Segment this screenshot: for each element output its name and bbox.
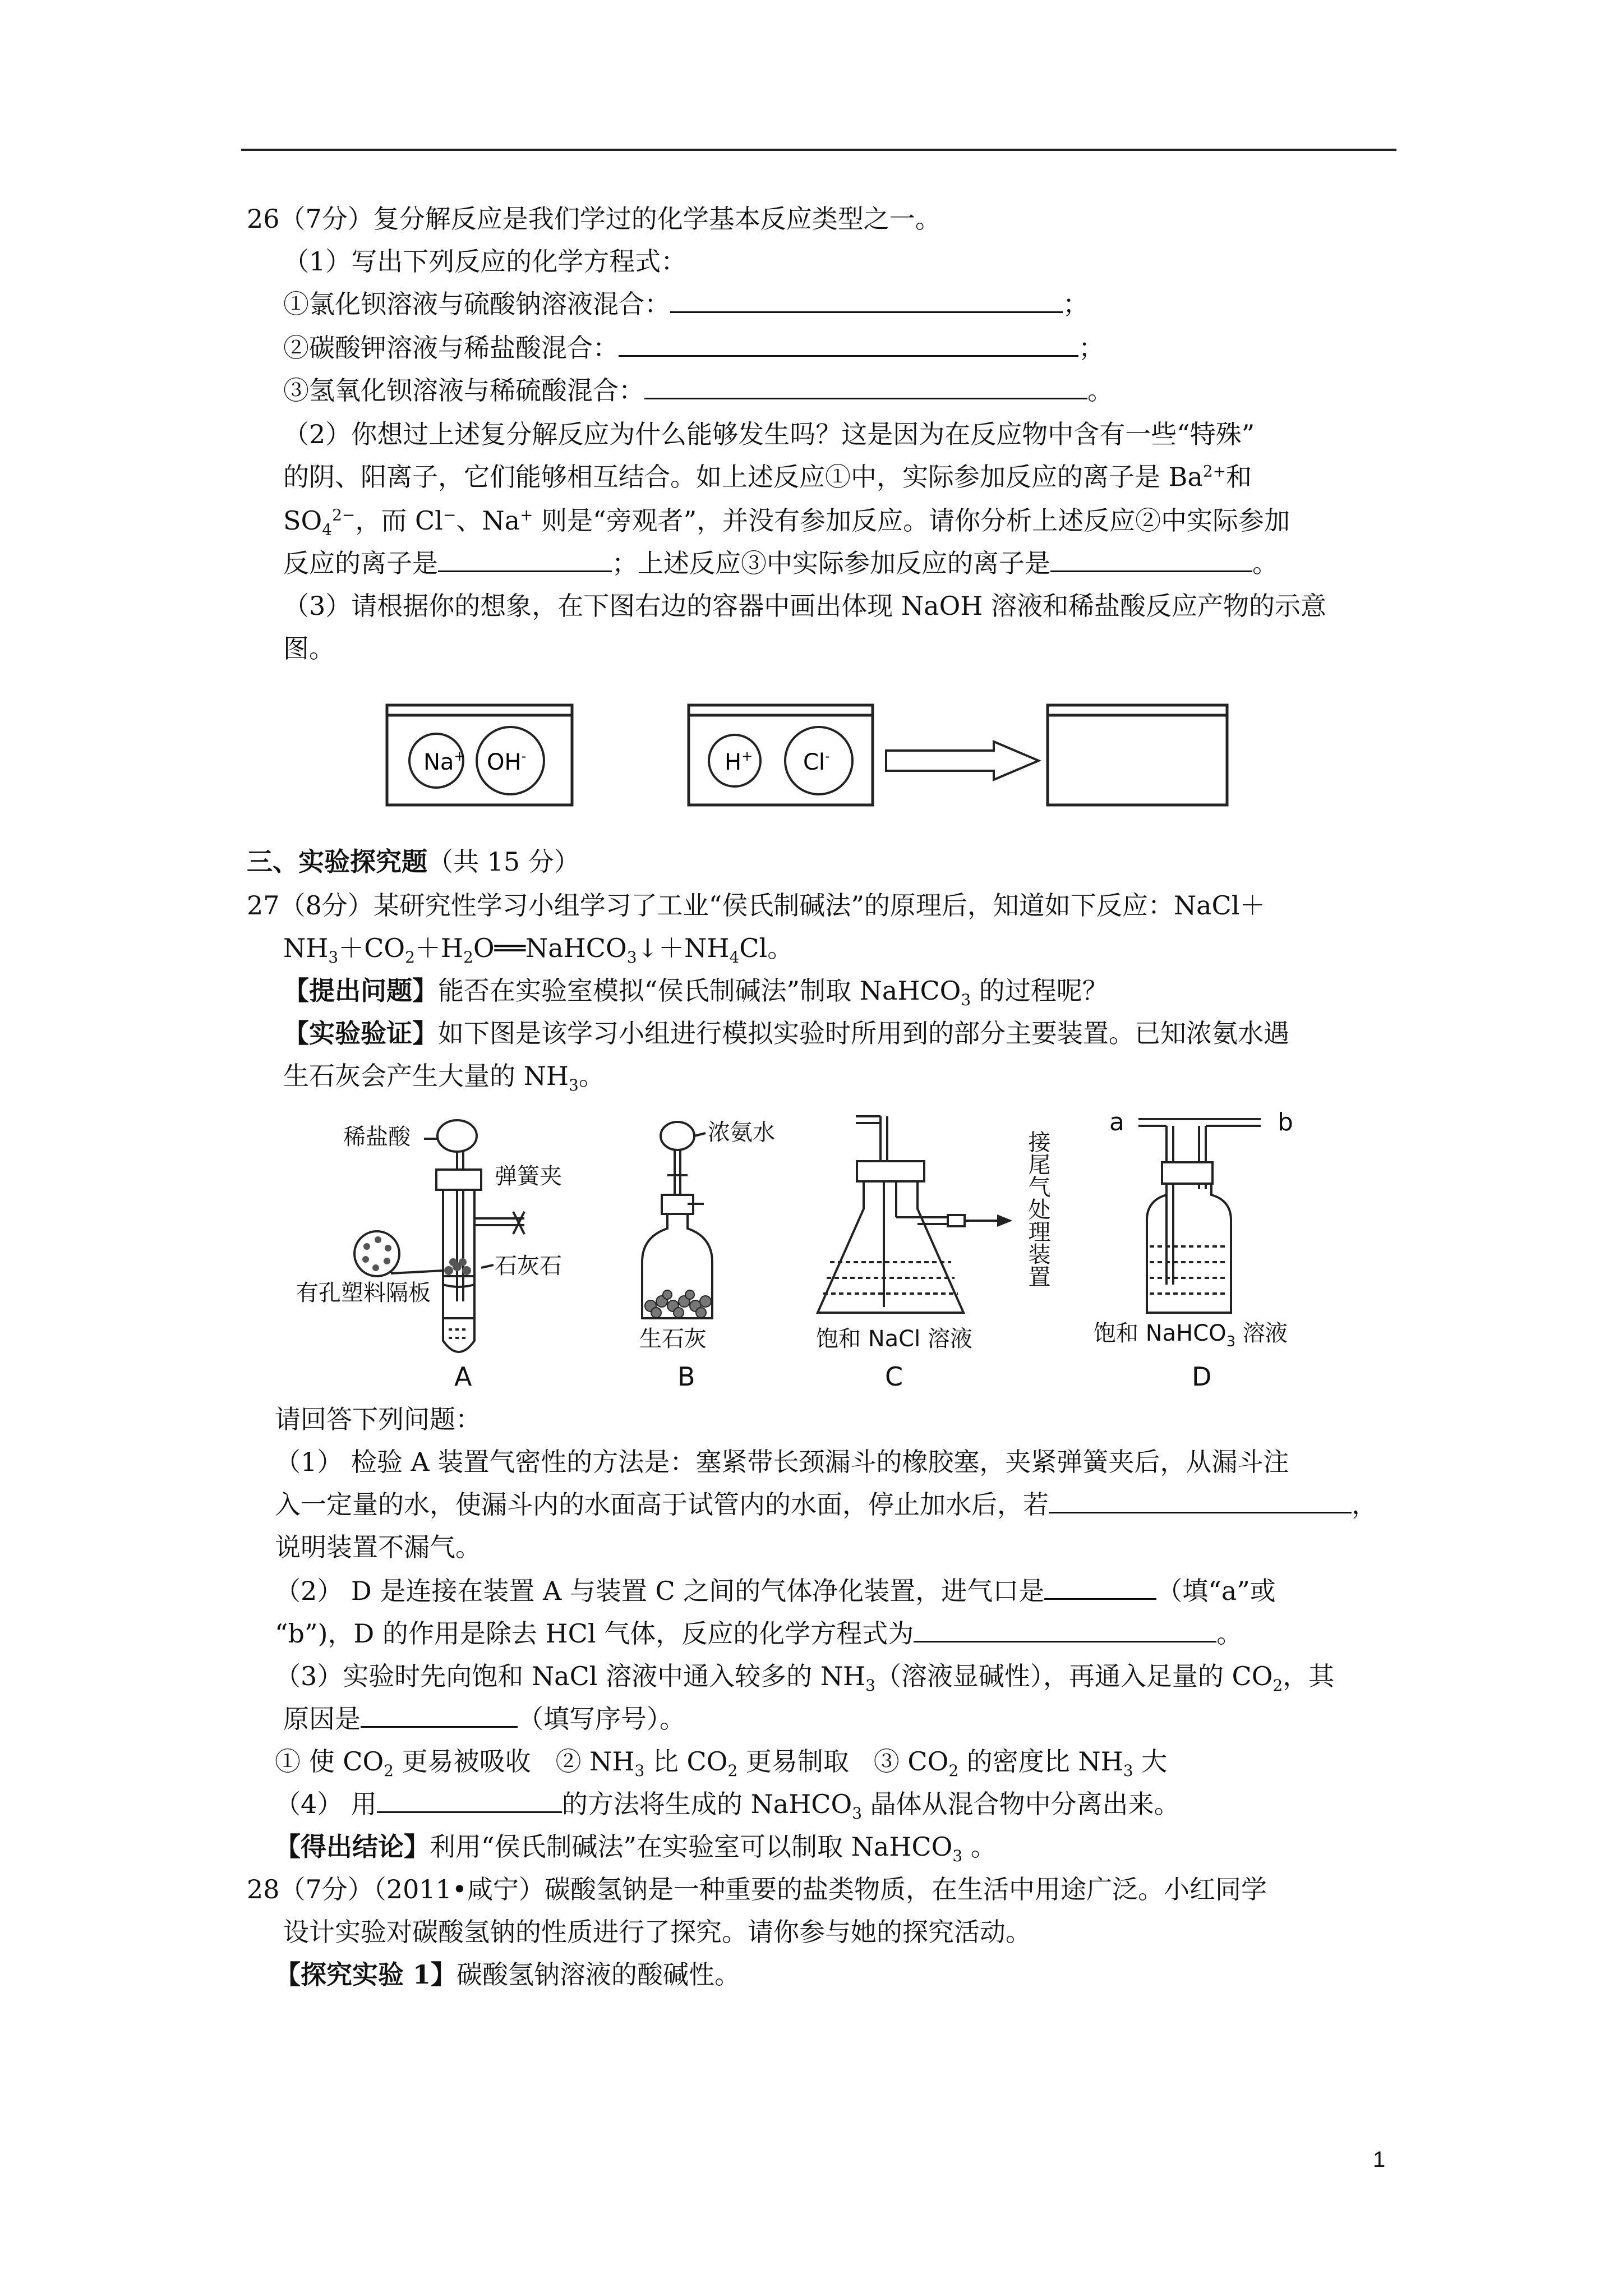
container-hcl bbox=[689, 705, 873, 805]
q27-verify-line2: 生石灰会产生大量的 $NH_3$。 bbox=[283, 1061, 605, 1095]
q28-experiment-1: 【探究实验 1】碳酸氢钠溶液的酸碱性。 bbox=[275, 1959, 741, 1990]
q26-part3-line2: 图。 bbox=[283, 633, 335, 664]
q26-part3-line1: （3）请根据你的想象，在下图右边的容器中画出体现 NaOH 溶液和稀盐酸反应产物的示意 bbox=[283, 591, 1327, 621]
page-number: 1 bbox=[1373, 2147, 1386, 2172]
label-quicklime: 生石灰 bbox=[639, 1326, 707, 1352]
q27-line1: 27（8分）某研究性学习小组学习了工业“侯氏制碱法”的原理后，知道如下反应：NaCl＋ bbox=[247, 890, 1266, 921]
q27-conclusion: 【得出结论】利用“侯氏制碱法”在实验室可以制取 NaHCO$_3$ 。 bbox=[275, 1832, 997, 1866]
h-ion-label: H+ bbox=[725, 748, 753, 775]
q26-part2-line4: 反应的离子是 ；上述反应③中实际参加反应的离子是 。 bbox=[283, 548, 1278, 578]
label-spring-clip: 弹簧夹 bbox=[495, 1163, 562, 1189]
q28-line2: 设计实验对碳酸氢钠的性质进行了探究。请你参与她的探究活动。 bbox=[283, 1917, 1031, 1947]
apparatus-d bbox=[1138, 1119, 1261, 1313]
q27-s1-line2: 入一定量的水，使漏斗内的水面高于试管内的水面，停止加水后，若 ， bbox=[275, 1489, 1377, 1520]
q26-part2-line1: （2）你想过上述复分解反应为什么能够发生吗？这是因为在反应物中含有一些“特殊” bbox=[283, 419, 1255, 449]
q27-s2-line1: （2） D 是连接在装置 A 与装置 C 之间的气体净化装置，进气口是 （填“a”或 bbox=[275, 1576, 1276, 1606]
answer-blank[interactable] bbox=[1044, 1576, 1156, 1600]
section-3-title: 三、实验探究题（共 15 分） bbox=[247, 846, 580, 877]
q26-heading: 26（7分）复分解反应是我们学过的化学基本反应类型之一。 bbox=[247, 204, 941, 234]
label-sat-nacl: 饱和 NaCl 溶液 bbox=[816, 1326, 972, 1352]
q27-s2-line2: “b”)，D 的作用是除去 HCl 气体，反应的化学方程式为 。 bbox=[275, 1618, 1243, 1649]
label-conc-ammonia: 浓氨水 bbox=[708, 1120, 775, 1145]
q27-s3-options: ① 使 $CO_2$ 更易被吸收 ② $NH_3$ 比 $CO_2$ 更易制取 ③ $CO_2$ 的密度比 $NH_3$ 大 bbox=[275, 1746, 1168, 1780]
label-perforated-board: 有孔塑料隔板 bbox=[296, 1280, 431, 1306]
q26-part1: （1）写出下列反应的化学方程式： bbox=[283, 246, 687, 277]
q27-verify-line1: 【实验验证】如下图是该学习小组进行模拟实验时所用到的部分主要装置。已知浓氨水遇 bbox=[283, 1018, 1289, 1048]
label-sat-nahco3: 饱和 NaHCO$_3$ 溶液 bbox=[1094, 1320, 1288, 1350]
oh-ion-label: OH- bbox=[487, 748, 527, 775]
q27-s3-line1: （3）实验时先向饱和 NaCl 溶液中通入较多的 $NH_3$（溶液显碱性），再通入足量的 $CO_2$，其 bbox=[275, 1661, 1335, 1695]
na-ion-label: Na+ bbox=[423, 748, 465, 775]
label-tail-gas: 接尾气处理装置 bbox=[1025, 1130, 1050, 1287]
apparatus-a bbox=[354, 1120, 524, 1352]
apparatus-figure bbox=[0, 1099, 1623, 1391]
figure-label-b: B bbox=[677, 1361, 695, 1391]
apparatus-b bbox=[642, 1122, 712, 1318]
figure-label-a: A bbox=[454, 1361, 472, 1391]
q26-part2-line2: 的阴、阳离子，它们能够相互结合。如上述反应①中，实际参加反应的离子是 $Ba^{2+}$和 bbox=[283, 462, 1252, 492]
q26-part2-line3: $SO_4^{2-}$，而 Cl−、Na+ 则是“旁观者”，并没有参加反应。请你分析上述反应②中实际参加 bbox=[283, 505, 1290, 540]
cl-ion-label: Cl- bbox=[803, 748, 830, 775]
q27-question: 【提出问题】能否在实验室模拟“侯氏制碱法”制取 NaHCO$_3$ 的过程呢？ bbox=[283, 976, 1108, 1010]
label-limestone: 石灰石 bbox=[495, 1253, 562, 1279]
label-port-a: a bbox=[1109, 1108, 1124, 1137]
q27-please-answer: 请回答下列问题： bbox=[275, 1404, 481, 1434]
answer-blank[interactable] bbox=[361, 1704, 518, 1728]
q26-reaction-3: ③氢氧化钡溶液与稀硫酸混合： 。 bbox=[283, 375, 1113, 406]
figure-label-c: C bbox=[885, 1361, 903, 1391]
label-dilute-hcl: 稀盐酸 bbox=[343, 1124, 411, 1150]
answer-blank[interactable] bbox=[914, 1618, 1216, 1642]
answer-blank[interactable] bbox=[377, 1789, 562, 1813]
q27-s3-line2: 原因是 （填写序号）。 bbox=[283, 1704, 685, 1734]
q27-s1-line1: （1） 检验 A 装置气密性的方法是：塞紧带长颈漏斗的橡胶塞，夹紧弹簧夹后，从漏斗注 bbox=[275, 1447, 1289, 1477]
q26-reaction-1: ①氯化钡溶液与硫酸钠溶液混合： ； bbox=[283, 289, 1089, 319]
q27-s1-line3: 说明装置不漏气。 bbox=[275, 1532, 481, 1562]
q27-equation: $NH_3+CO_2+H_2O══NaHCO_3↓+NH_4Cl$。 bbox=[283, 933, 794, 967]
q27-s4: （4） 用 的方法将生成的 NaHCO$_3$ 晶体从混合物中分离出来。 bbox=[275, 1789, 1180, 1823]
ion-figure bbox=[0, 0, 1623, 841]
q28-line1: 28（7分）（2011•咸宁）碳酸氢钠是一种重要的盐类物质，在生活中用途广泛。小红同学 bbox=[247, 1874, 1267, 1904]
label-port-b: b bbox=[1278, 1108, 1293, 1137]
reaction-arrow bbox=[886, 742, 1039, 780]
container-product-empty[interactable] bbox=[1048, 705, 1227, 805]
figure-label-d: D bbox=[1192, 1361, 1212, 1391]
apparatus-c bbox=[818, 1116, 1009, 1313]
q26-reaction-2: ②碳酸钾溶液与稀盐酸混合： ； bbox=[283, 333, 1104, 363]
answer-blank[interactable] bbox=[1049, 1489, 1352, 1513]
